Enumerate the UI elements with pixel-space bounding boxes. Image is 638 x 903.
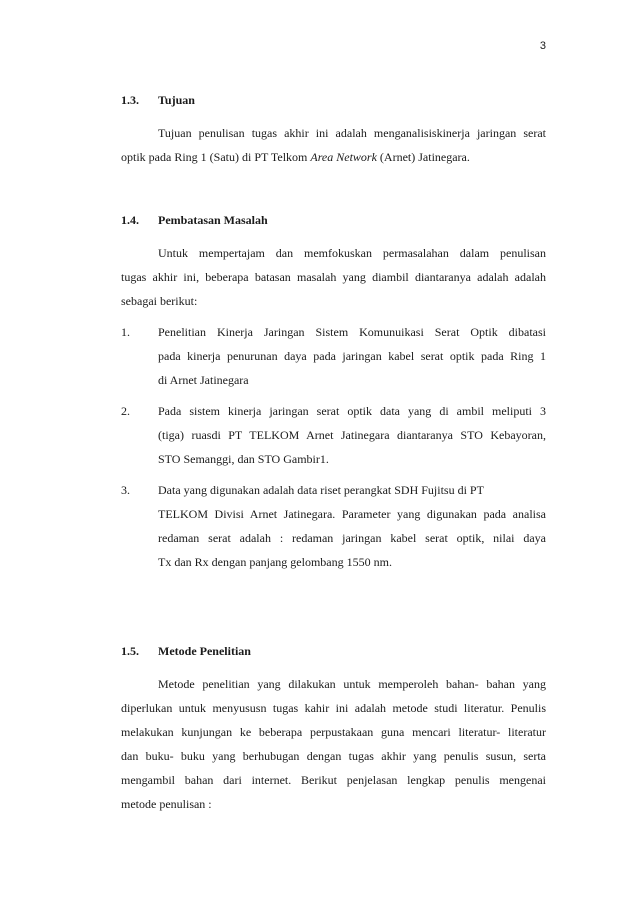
section-number: 1.4. [121, 213, 139, 227]
list-item-line: STO Semanggi, dan STO Gambir1. [158, 452, 329, 466]
text-run: (Arnet) Jatinegara. [376, 150, 470, 164]
paragraph-line: mengambil bahan dari internet. Berikut penjelasan lengkap penulis mengenai [121, 773, 546, 787]
paragraph-line: Tujuan penulisan tugas akhir ini adalah menganalisiskinerja jaringan serat [158, 126, 546, 140]
section-title: Tujuan [158, 93, 195, 107]
list-item-line: Penelitian Kinerja Jaringan Sistem Komunuikasi Serat Optik dibatasi [158, 325, 546, 339]
paragraph-line: Untuk mempertajam dan memfokuskan permasalahan dalam penulisan [158, 246, 546, 260]
list-item-line: di Arnet Jatinegara [158, 373, 249, 387]
list-item-line: Tx dan Rx dengan panjang gelombang 1550 nm. [158, 555, 392, 569]
section-title: Metode Penelitian [158, 644, 251, 658]
paragraph-line: tugas akhir ini, beberapa batasan masalah yang diambil diantaranya adalah adalah [121, 270, 546, 284]
paragraph-line [121, 150, 470, 165]
text-run: optik pada Ring 1 (Satu) di PT Telkom [121, 150, 311, 164]
list-item-line: Data yang digunakan adalah data riset perangkat SDH Fujitsu di PT [158, 483, 484, 497]
paragraph-line: dan buku- buku yang berhubugan dengan tugas akhir yang penulis susun, serta [121, 749, 546, 763]
paragraph-line: Metode penelitian yang dilakukan untuk memperoleh bahan- bahan yang [158, 677, 546, 691]
page-number: 3 [539, 40, 546, 52]
paragraph-line: melakukan kunjungan ke beberapa perpustakaan guna mencari literatur- literatur [121, 725, 546, 739]
section-title: Pembatasan Masalah [158, 213, 268, 227]
list-item-line: (tiga) ruasdi PT TELKOM Arnet Jatinegara diantaranya STO Kebayoran, [158, 428, 546, 442]
paragraph-line: sebagai berikut: [121, 294, 198, 308]
list-item-number: 1. [121, 325, 130, 339]
list-item-line: TELKOM Divisi Arnet Jatinegara. Parameter yang digunakan pada analisa [158, 507, 546, 521]
italic-text-run: Area Network [310, 150, 377, 164]
list-item-number: 2. [121, 404, 130, 418]
section-number: 1.5. [121, 644, 139, 658]
section-number: 1.3. [121, 93, 139, 107]
list-item-number: 3. [121, 483, 130, 497]
list-item-line: redaman serat adalah : redaman jaringan kabel serat optik, nilai daya [158, 531, 546, 545]
paragraph-line: metode penulisan : [121, 797, 212, 811]
list-item-line: Pada sistem kinerja jaringan serat optik data yang di ambil meliputi 3 [158, 404, 546, 418]
list-item-line: pada kinerja penurunan daya pada jaringan kabel serat optik pada Ring 1 [158, 349, 546, 363]
paragraph-line: diperlukan untuk menyususn tugas kahir ini adalah metode studi literatur. Penulis [121, 701, 546, 715]
